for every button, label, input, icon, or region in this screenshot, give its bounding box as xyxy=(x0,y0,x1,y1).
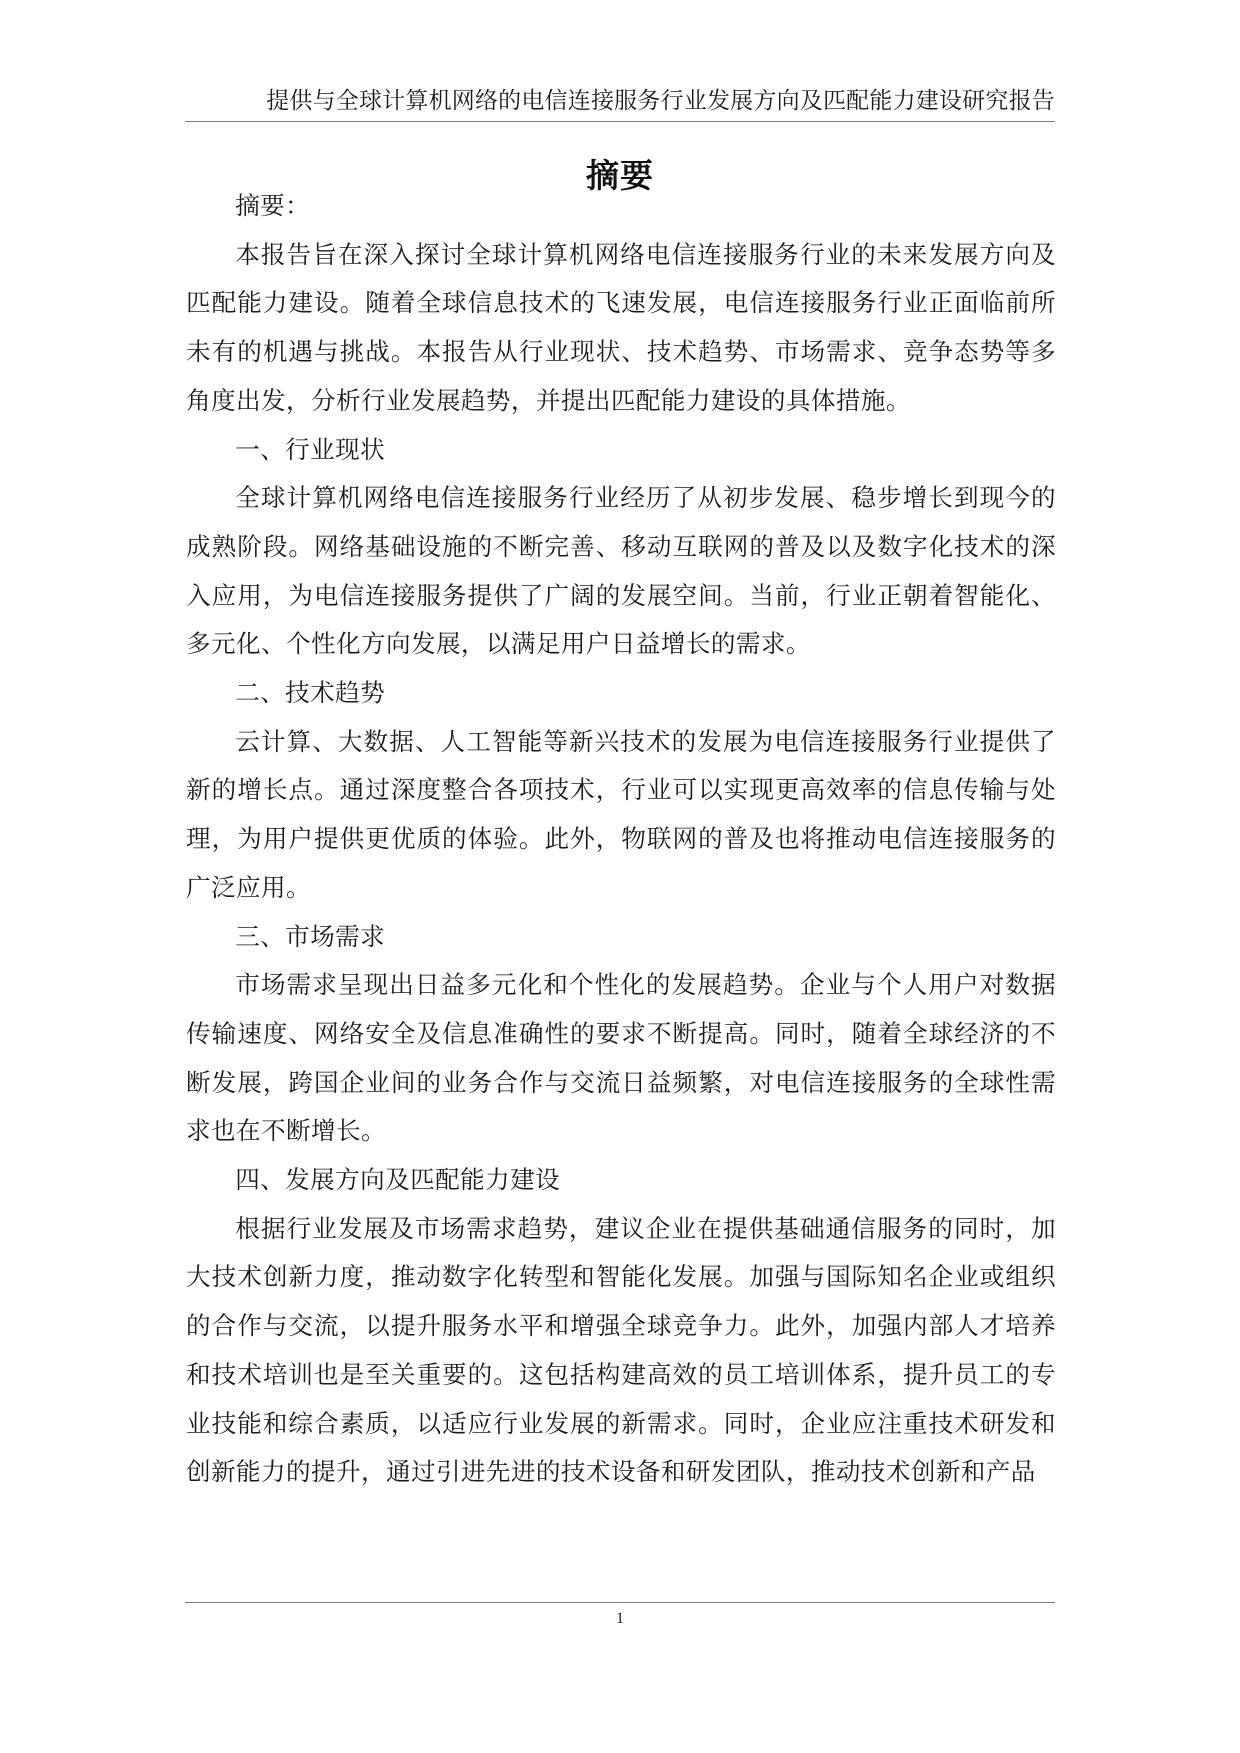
section-heading-industry-status: 一、行业现状 xyxy=(235,434,386,464)
tech-trends-paragraph: 云计算、大数据、人工智能等新兴技术的发展为电信连接服务行业提供了新的增长点。通过深度整合各项技术，行业可以实现更高效率的信息传输与处理，为用户提供更优质的体验。此外，物联网的普及也将推动电信连接服务的广泛应用。 xyxy=(186,726,1056,902)
development-direction-paragraph: 根据行业发展及市场需求趋势，建议企业在提供基础通信服务的同时，加大技术创新力度，推动数字化转型和智能化发展。加强与国际知名企业或组织的合作与交流，以提升服务水平和增强全球竞争力。此外，加强内部人才培养和技术培训也是至关重要的。这包括构建高效的员工培训体系，提升员工的专业技能和综合素质，以适应行业发展的新需求。同时，企业应注重技术研发和创新能力的提升，通过引进先进的技术设备和研发团队，推动技术创新和产品 xyxy=(186,1213,1056,1487)
page-number: 1 xyxy=(616,1610,624,1627)
footer-divider xyxy=(185,1602,1055,1603)
abstract-intro-paragraph: 本报告旨在深入探讨全球计算机网络电信连接服务行业的未来发展方向及匹配能力建设。随着全球信息技术的飞速发展，电信连接服务行业正面临前所未有的机遇与挑战。本报告从行业现状、技术趋势、市场需求、竞争态势等多角度出发，分析行业发展趋势，并提出匹配能力建设的具体措施。 xyxy=(186,239,1056,415)
section-heading-tech-trends: 二、技术趋势 xyxy=(235,678,386,708)
page-title: 摘要 xyxy=(586,156,654,195)
section-heading-development-direction: 四、发展方向及匹配能力建设 xyxy=(235,1165,561,1195)
section-heading-market-demand: 三、市场需求 xyxy=(235,921,386,951)
industry-status-paragraph: 全球计算机网络电信连接服务行业经历了从初步发展、稳步增长到现今的成熟阶段。网络基础设施的不断完善、移动互联网的普及以及数字化技术的深入应用，为电信连接服务提供了广阔的发展空间。当前，行业正朝着智能化、多元化、个性化方向发展，以满足用户日益增长的需求。 xyxy=(186,483,1056,659)
market-demand-paragraph: 市场需求呈现出日益多元化和个性化的发展趋势。企业与个人用户对数据传输速度、网络安全及信息准确性的要求不断提高。同时，随着全球经济的不断发展，跨国企业间的业务合作与交流日益频繁，对电信连接服务的全球性需求也在不断增长。 xyxy=(186,970,1056,1146)
abstract-label: 摘要： xyxy=(235,191,311,220)
header-divider xyxy=(185,121,1055,122)
running-header: 提供与全球计算机网络的电信连接服务行业发展方向及匹配能力建设研究报告 xyxy=(266,88,1055,114)
document-body xyxy=(186,182,1056,1497)
